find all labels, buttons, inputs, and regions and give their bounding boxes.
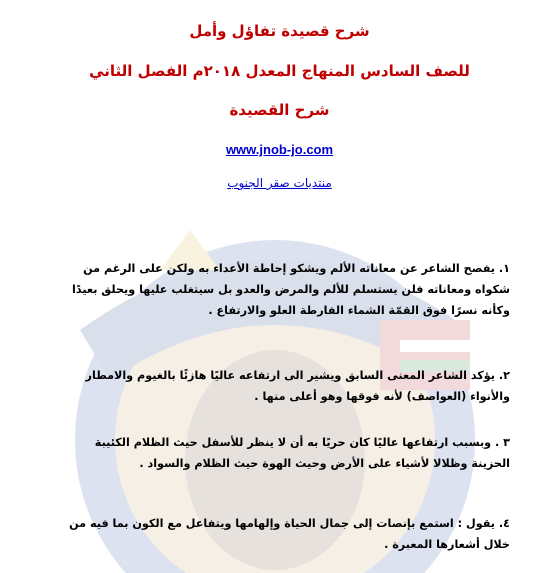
explanation-paragraph-1: ١. يفصح الشاعر عن معاناته الألم ويشكو إحاطة الأعداء به ولكن على الرغم من شكواه ومعاناته فلن يستسلم للألم والمرض والعدو بل سيتغلب عليها ويحلق بعيدًا وكأنه نسرًا فوق القمّة الشماء الفارطة العلو والارتفاع . [72, 262, 510, 317]
document-title: شرح قصيدة تفاؤل وأمل [189, 22, 370, 40]
forum-link[interactable]: منتديات صقر الجنوب [227, 176, 332, 190]
site-link[interactable]: www.jnob-jo.com [225, 142, 334, 157]
explanation-paragraph-2: ٢. يؤكد الشاعر المعنى السابق ويشير الى ارتفاعه عاليًا هازئًا بالغيوم والامطار والأنواء (العواصف) لأنه فوقها وهو أعلى منها . [85, 369, 510, 403]
section-heading: شرح القصيدة [229, 101, 330, 119]
explanation-paragraph-3: ٣ . وبسبب ارتفاعها عاليًا كان حريًا به أن لا ينظر للأسفل حيث الظلام الكئيبة الحزينة وظلالا لأشياء على الأرض وحيث الهوة حيث الظلام والسواد . [94, 436, 510, 470]
document-subtitle: للصف السادس المنهاج المعدل ٢٠١٨م الفصل الثاني [89, 62, 470, 80]
explanation-paragraph-4: ٤. يقول : استمع بإنصات إلى جمال الحياة وإلهامها ويتفاعل مع الكون بما فيه من خلال أشعارها المعبرة . [69, 517, 510, 551]
